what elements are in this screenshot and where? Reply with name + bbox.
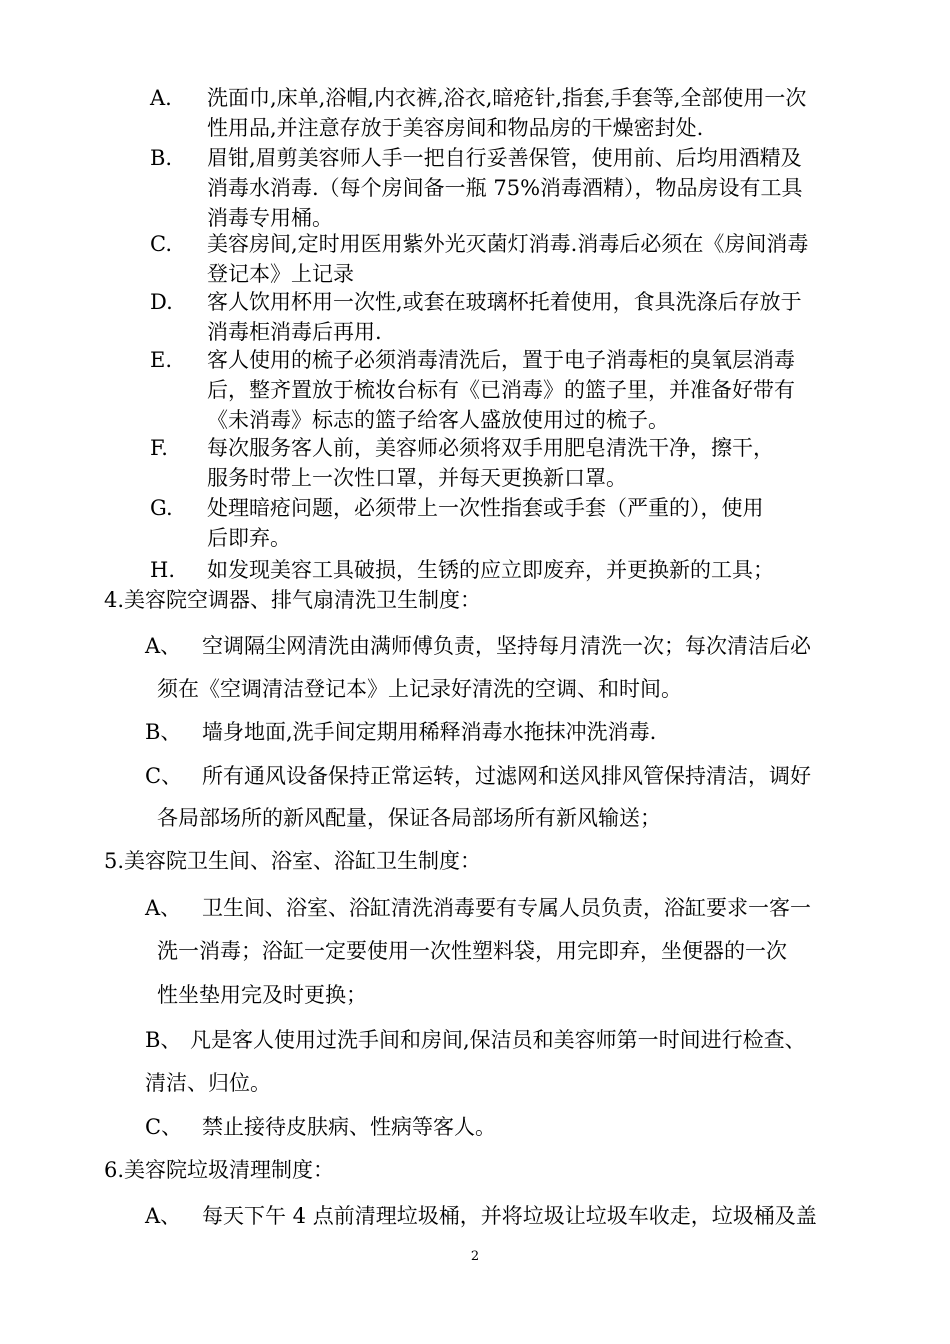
item-line: 性用品,并注意存放于美容房间和物品房的干燥密封处. <box>207 116 704 140</box>
list-item <box>150 229 850 289</box>
list-item <box>150 345 850 435</box>
item-marker: E. <box>150 348 173 372</box>
item-line: 每次服务客人前，美容师必须将双手用肥皂清洗干净，擦干， <box>207 436 774 460</box>
list-item <box>145 761 840 791</box>
item-line: 消毒水消毒.（每个房间备一瓶 75%消毒酒精），物品房设有工具 <box>207 176 803 200</box>
section-heading: 6.美容院垃圾清理制度： <box>104 1158 335 1182</box>
item-marker: C. <box>150 232 172 256</box>
item-marker: B. <box>150 146 173 170</box>
item-line: 后即弃。 <box>207 526 291 550</box>
list-item <box>145 717 840 747</box>
item-line: 清洁、归位。 <box>145 1071 271 1095</box>
item-line: 美容房间,定时用医用紫外光灭菌灯消毒.消毒后必须在《房间消毒 <box>207 232 809 256</box>
section-heading: 4.美容院空调器、排气扇清洗卫生制度： <box>104 588 482 612</box>
list-item <box>145 1201 840 1231</box>
item-line: 墙身地面,洗手间定期用稀释消毒水拖抹冲洗消毒. <box>202 720 657 744</box>
list-item <box>150 493 850 553</box>
list-item <box>150 83 850 143</box>
item-marker: B、 <box>145 720 182 744</box>
item-line: 客人使用的梳子必须消毒清洗后，置于电子消毒柜的臭氧层消毒 <box>207 348 795 372</box>
item-marker: A、 <box>145 634 182 658</box>
item-marker: G. <box>150 496 173 520</box>
item-line: 每天下午 4 点前清理垃圾桶，并将垃圾让垃圾车收走，垃圾桶及盖 <box>202 1204 817 1228</box>
item-line: 《未消毒》标志的篮子给客人盛放使用过的梳子。 <box>207 408 669 432</box>
item-marker: H. <box>150 558 175 582</box>
item-marker: A、 <box>145 896 182 920</box>
list-item <box>145 893 840 923</box>
item-marker: A. <box>150 86 172 110</box>
item-line: 消毒柜消毒后再用. <box>207 320 382 344</box>
item-marker: D. <box>150 290 173 314</box>
item-line: 各局部场所的新风配量，保证各局部场所有新风输送； <box>157 806 661 830</box>
list-item <box>150 555 850 585</box>
item-line: 眉钳,眉剪美容师人手一把自行妥善保管，使用前、后均用酒精及 <box>207 146 802 170</box>
item-line: 须在《空调清洁登记本》上记录好清洗的空调、和时间。 <box>157 677 682 701</box>
item-line: 凡是客人使用过洗手间和房间,保洁员和美容师第一时间进行检查、 <box>190 1028 806 1052</box>
item-line: 处理暗疮问题，必须带上一次性指套或手套（严重的），使用 <box>207 496 764 520</box>
item-line: 空调隔尘网清洗由满师傅负责，坚持每月清洗一次；每次清洁后必 <box>202 634 811 658</box>
list-item <box>145 631 840 661</box>
item-line: 客人饮用杯用一次性,或套在玻璃杯托着使用，食具洗涤后存放于 <box>207 290 802 314</box>
item-marker: F. <box>150 436 168 460</box>
item-line: 登记本》上记录 <box>207 262 354 286</box>
item-marker: A、 <box>145 1204 182 1228</box>
list-item <box>150 433 850 493</box>
list-item <box>150 143 850 233</box>
item-line: 性坐垫用完及时更换； <box>157 983 367 1007</box>
item-marker: C、 <box>145 1115 183 1139</box>
item-marker: B、 <box>145 1028 182 1052</box>
item-line: 后，整齐置放于梳妆台标有《已消毒》的篮子里，并准备好带有 <box>207 378 795 402</box>
item-line: 如发现美容工具破损，生锈的应立即废弃，并更换新的工具； <box>207 558 774 582</box>
list-item <box>145 1025 840 1055</box>
item-marker: C、 <box>145 764 183 788</box>
item-line: 所有通风设备保持正常运转，过滤网和送风排风管保持清洁，调好 <box>202 764 811 788</box>
list-item <box>145 1112 840 1142</box>
list-item <box>150 287 850 347</box>
item-line: 消毒专用桶。 <box>207 206 333 230</box>
item-line: 卫生间、浴室、浴缸清洗消毒要有专属人员负责，浴缸要求一客一 <box>202 896 811 920</box>
item-line: 服务时带上一次性口罩，并每天更换新口罩。 <box>207 466 627 490</box>
page-number: 2 <box>470 1249 480 1264</box>
section-heading: 5.美容院卫生间、浴室、浴缸卫生制度： <box>104 849 482 873</box>
item-line: 禁止接待皮肤病、性病等客人。 <box>202 1115 496 1139</box>
item-line: 洗一消毒；浴缸一定要使用一次性塑料袋，用完即弃，坐便器的一次 <box>157 939 787 963</box>
item-line: 洗面巾,床单,浴帽,内衣裤,浴衣,暗疮针,指套,手套等,全部使用一次 <box>207 86 807 110</box>
